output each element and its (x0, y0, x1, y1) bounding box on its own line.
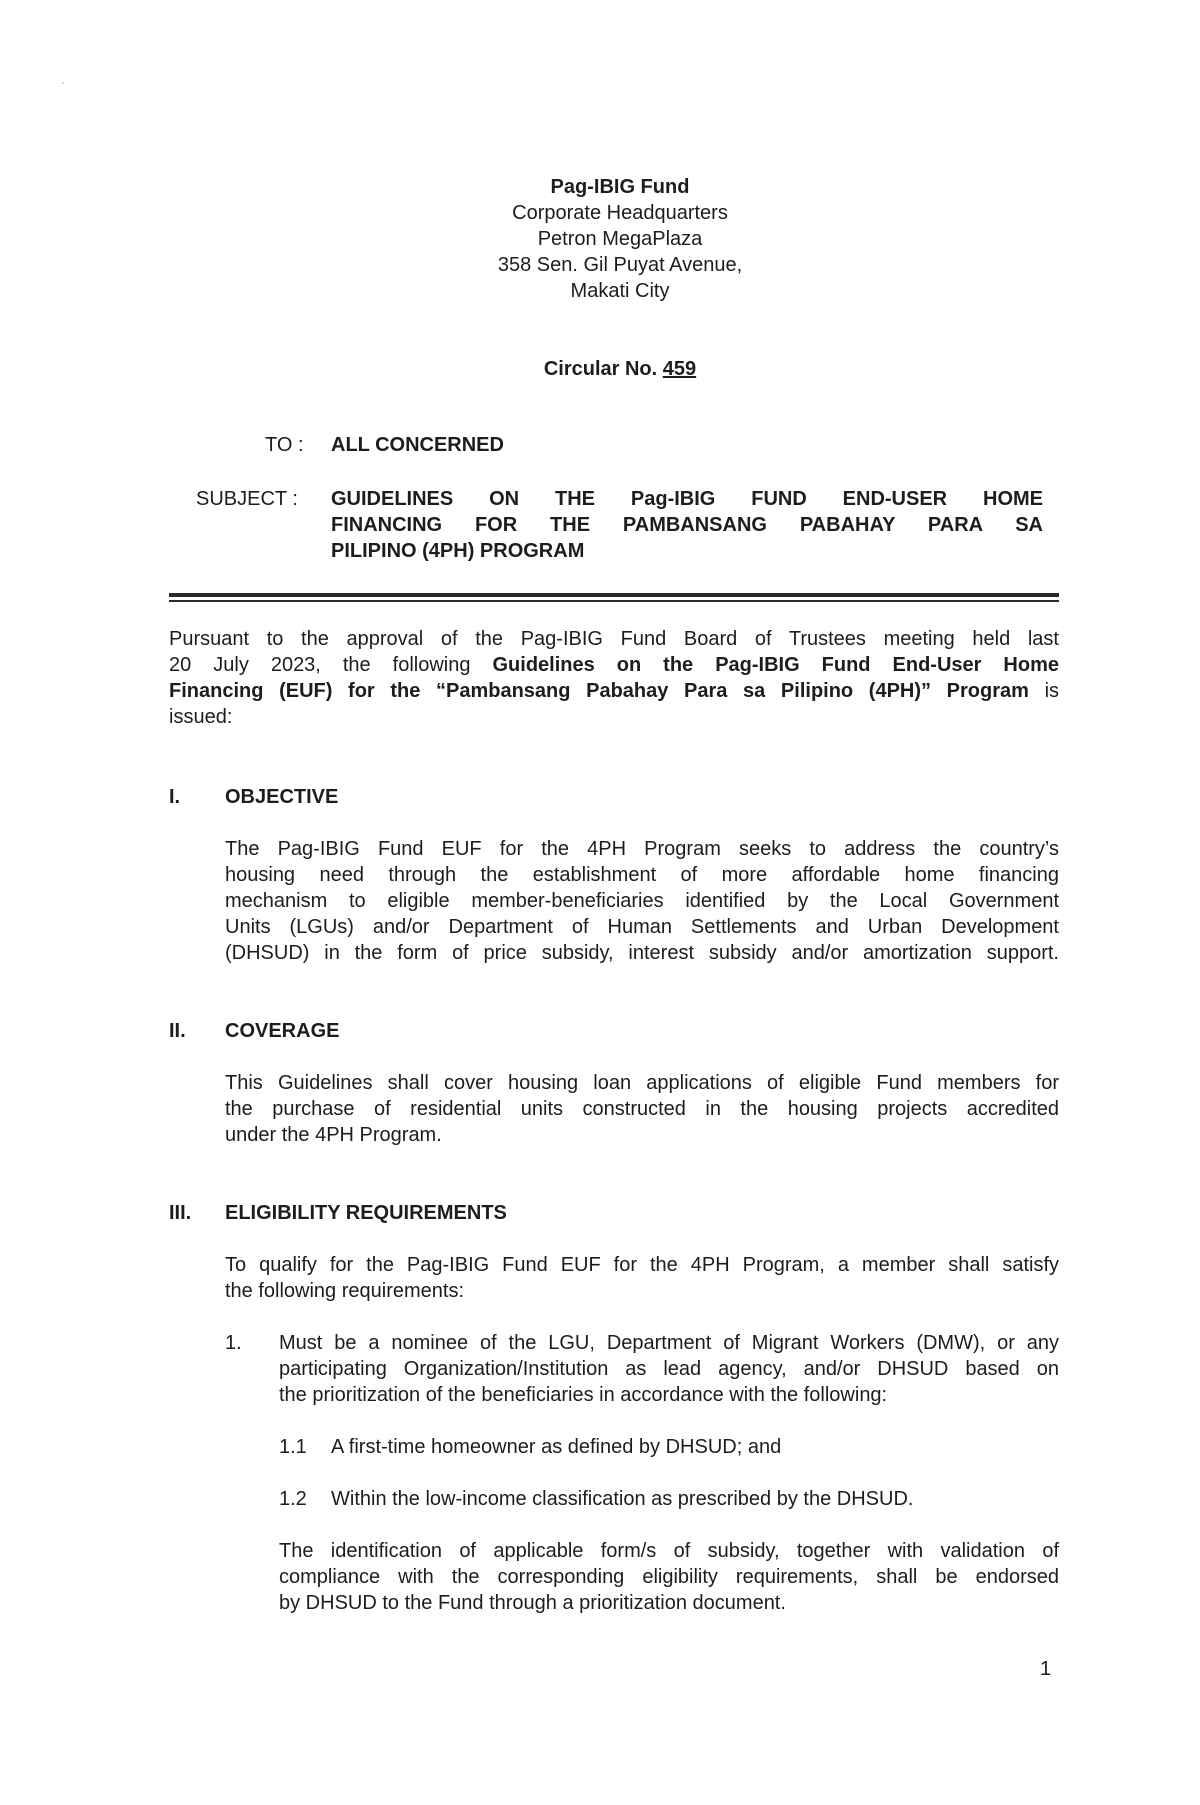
subject-line: GUIDELINES ON THE Pag-IBIG FUND END-USER HOME (331, 488, 1043, 510)
objective-line: mechanism to eligible member-beneficiaries identified by the Local Government (225, 890, 1059, 912)
section-numeral: III. (169, 1202, 192, 1224)
page-number: 1 (1040, 1658, 1052, 1680)
divider-thin (169, 600, 1059, 602)
scan-speck (62, 82, 64, 84)
subject-line: FINANCING FOR THE PAMBANSANG PABAHAY PARA SA (331, 514, 1043, 536)
org-name: Pag-IBIG Fund (550, 176, 690, 198)
to-value: ALL CONCERNED (331, 434, 504, 456)
subject-label: SUBJECT : (196, 488, 298, 510)
address-line: 358 Sen. Gil Puyat Avenue, (497, 254, 743, 276)
intro-line2-plain: 20 July 2023, the following (169, 654, 493, 676)
address-line: Petron MegaPlaza (537, 228, 703, 250)
eligibility-line: To qualify for the Pag-IBIG Fund EUF for the 4PH Program, a member shall satisfy (225, 1254, 1059, 1276)
objective-line: (DHSUD) in the form of price subsidy, interest subsidy and/or amortization support. (225, 942, 1059, 964)
intro-line: issued: (169, 706, 233, 728)
note-line: by DHSUD to the Fund through a prioritization document. (279, 1592, 786, 1614)
section-numeral: I. (169, 786, 181, 808)
intro-line: Pursuant to the approval of the Pag-IBIG Fund Board of Trustees meeting held last (169, 628, 1059, 650)
intro-line (169, 652, 1059, 678)
requirement-line: participating Organization/Institution as lead agency, and/or DHSUD based on (279, 1358, 1059, 1380)
divider-thick (169, 593, 1059, 597)
intro-line3-plain: is (1028, 680, 1060, 702)
circular-label: Circular No. (543, 358, 663, 380)
circular-number-value: 459 (662, 358, 697, 380)
section-numeral: II. (169, 1020, 186, 1042)
subitem-text: A first-time homeowner as defined by DHSUD; and (331, 1436, 782, 1458)
note-line: compliance with the corresponding eligibility requirements, shall be endorsed (279, 1566, 1059, 1588)
objective-line: The Pag-IBIG Fund EUF for the 4PH Program seeks to address the country’s (225, 838, 1059, 860)
coverage-line: under the 4PH Program. (225, 1124, 442, 1146)
to-label: TO : (265, 434, 304, 456)
requirement-line: the prioritization of the beneficiaries in accordance with the following: (279, 1384, 888, 1406)
requirement-number: 1. (225, 1332, 242, 1354)
subitem-text: Within the low-income classification as prescribed by the DHSUD. (331, 1488, 914, 1510)
section-title: ELIGIBILITY REQUIREMENTS (225, 1202, 507, 1224)
intro-line2-bold: Guidelines on the Pag-IBIG Fund End-User Home (492, 654, 1059, 676)
address-line: Corporate Headquarters (512, 202, 728, 224)
requirement-line: Must be a nominee of the LGU, Department of Migrant Workers (DMW), or any (279, 1332, 1059, 1354)
intro-line (169, 678, 1059, 704)
subject-line: PILIPINO (4PH) PROGRAM (331, 540, 585, 562)
address-line: Makati City (570, 280, 670, 302)
objective-line: housing need through the establishment of more affordable home financing (225, 864, 1059, 886)
section-title: COVERAGE (225, 1020, 340, 1042)
subitem-number: 1.2 (279, 1488, 307, 1510)
coverage-line: the purchase of residential units constructed in the housing projects accredited (225, 1098, 1059, 1120)
objective-line: Units (LGUs) and/or Department of Human Settlements and Urban Development (225, 916, 1059, 938)
subitem-number: 1.1 (279, 1436, 307, 1458)
note-line: The identification of applicable form/s of subsidy, together with validation of (279, 1540, 1059, 1562)
circular-number (400, 356, 840, 382)
section-title: OBJECTIVE (225, 786, 339, 808)
intro-line3-bold: Financing (EUF) for the “Pambansang Pabahay Para sa Pilipino (4PH)” Program (169, 680, 1029, 702)
eligibility-line: the following requirements: (225, 1280, 465, 1302)
coverage-line: This Guidelines shall cover housing loan applications of eligible Fund members for (225, 1072, 1059, 1094)
